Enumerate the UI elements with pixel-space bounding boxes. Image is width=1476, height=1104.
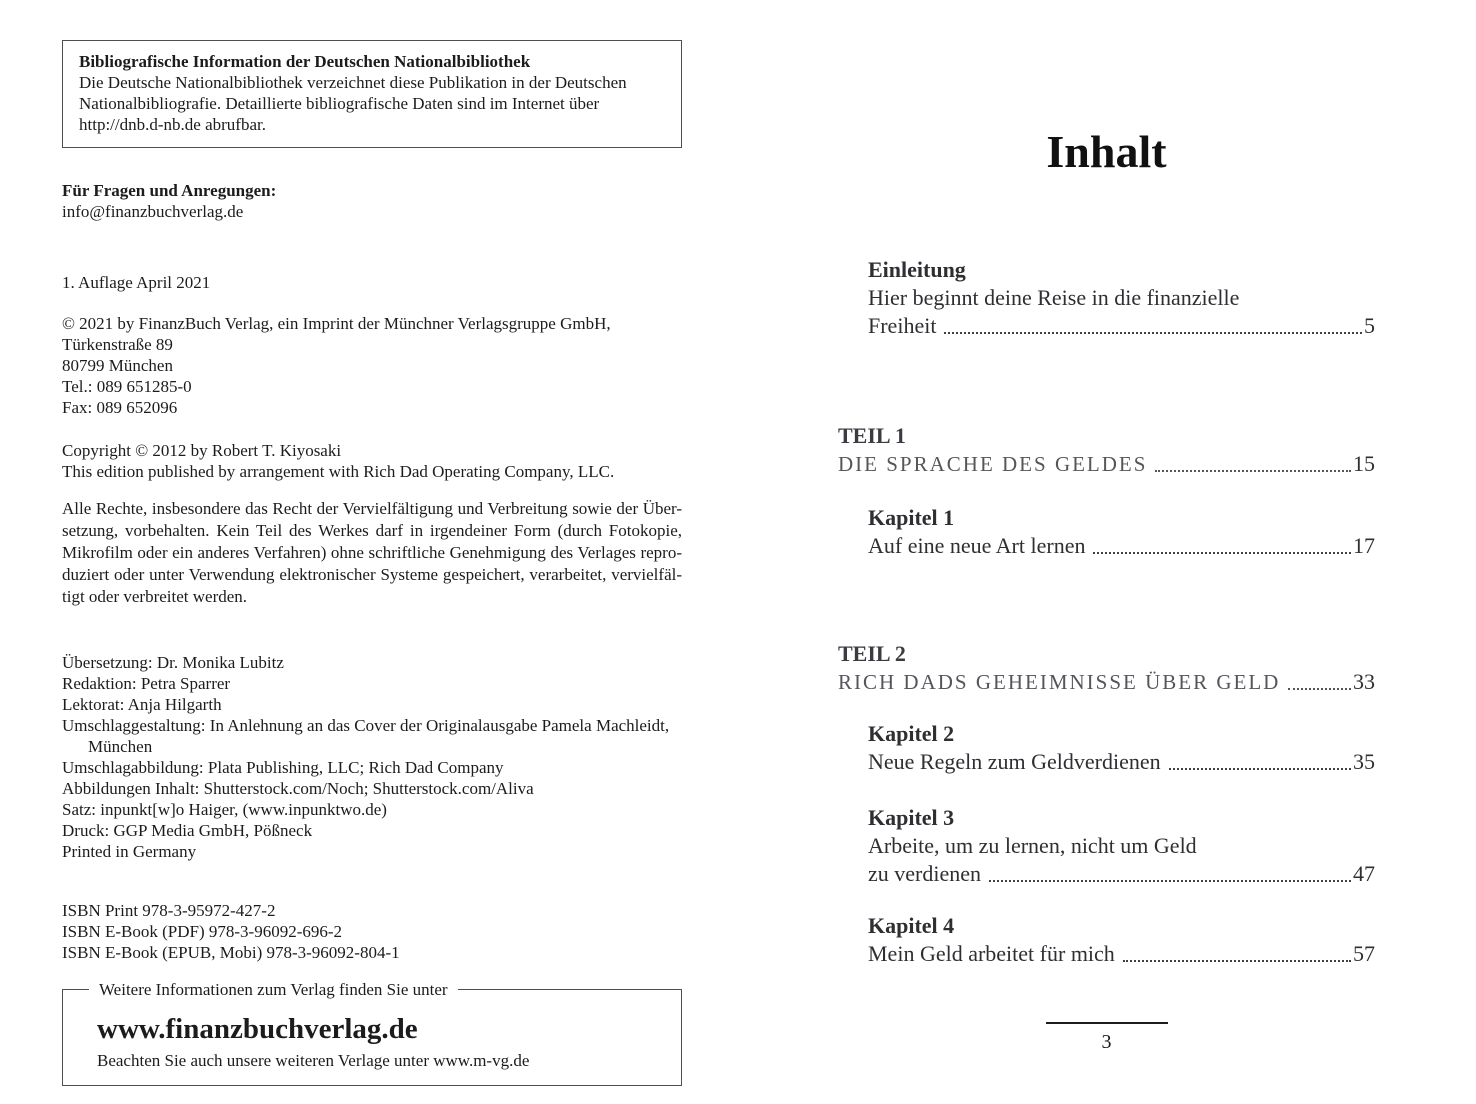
toc-page-number: 33 xyxy=(1353,669,1375,694)
credits-block xyxy=(62,652,682,862)
toc-entry-row xyxy=(838,668,1375,696)
toc-entry-heading: Kapitel 2 xyxy=(868,721,955,746)
folio-page-number: 3 xyxy=(1101,1031,1112,1053)
toc-entry-heading: Kapitel 4 xyxy=(868,913,955,938)
dot-leader xyxy=(944,332,1362,334)
copyright-line: Copyright © 2012 by Robert T. Kiyosaki xyxy=(62,441,342,460)
toc-entry-text: Mein Geld arbeitet für mich xyxy=(868,941,1115,966)
toc-entry-row xyxy=(868,860,1375,888)
toc-entry-einleitung xyxy=(838,256,1375,340)
isbn-pdf: ISBN E-Book (PDF) 978-3-96092-696-2 xyxy=(62,922,343,941)
credits-cover-image: Umschlagabbildung: Plata Publishing, LLC; Rich Dad Company xyxy=(62,758,504,777)
bibliographic-info-box xyxy=(62,40,682,148)
credits-cover-cont: München xyxy=(88,737,153,756)
toc-entry-text: RICH DADS GEHEIMNISSE ÜBER GELD xyxy=(838,670,1281,694)
publisher-fax: Fax: 089 652096 xyxy=(62,398,178,417)
publisher-city: 80799 München xyxy=(62,356,173,375)
publisher-phone: Tel.: 089 651285-0 xyxy=(62,377,192,396)
dot-leader xyxy=(1169,768,1351,770)
edition-line: 1. Auflage April 2021 xyxy=(62,273,211,292)
toc-entry-heading: Kapitel 3 xyxy=(868,805,955,830)
toc-entry-row xyxy=(868,312,1375,340)
toc-entry-teil-2 xyxy=(838,640,1375,696)
publisher-block xyxy=(62,313,682,418)
toc-page-number: 15 xyxy=(1353,451,1375,476)
isbn-epub: ISBN E-Book (EPUB, Mobi) 978-3-96092-804-1 xyxy=(62,943,400,962)
toc-entry-row xyxy=(838,450,1375,478)
toc-entry-kapitel-1 xyxy=(838,504,1375,560)
toc-entry-heading: TEIL 1 xyxy=(838,423,906,448)
toc-entry-text: Hier beginnt deine Reise in die finanzielle xyxy=(868,285,1240,310)
promo-legend: Weitere Informationen zum Verlag finden Sie unter xyxy=(89,979,458,1000)
toc-entry-text: DIE SPRACHE DES GELDES xyxy=(838,452,1148,476)
credits-lektorat: Lektorat: Anja Hilgarth xyxy=(62,695,222,714)
toc-entry-row xyxy=(868,532,1375,560)
toc-entry-text: Freiheit xyxy=(868,313,937,338)
rights-line: tigt oder verbreitet werden. xyxy=(62,587,248,606)
copyright-line: This edition published by arrangement with Rich Dad Operating Company, LLC. xyxy=(62,462,615,481)
toc-entry-heading: Einleitung xyxy=(868,257,966,282)
contact-heading: Für Fragen und Anregungen: xyxy=(62,181,277,200)
publisher-street: Türkenstraße 89 xyxy=(62,335,173,354)
toc-entry-heading: Kapitel 1 xyxy=(868,505,955,530)
promo-note: Beachten Sie auch unsere weiteren Verlage unter www.m-vg.de xyxy=(97,1051,530,1070)
dot-leader xyxy=(989,880,1351,882)
rights-line: duziert oder unter Verwendung elektronischer Systeme gespeichert, verarbeitet, vervielfäl- xyxy=(62,565,682,584)
dot-leader xyxy=(1123,960,1351,962)
toc-entry-kapitel-4 xyxy=(838,912,1375,968)
credits-illustrations: Abbildungen Inhalt: Shutterstock.com/Noch; Shutterstock.com/Aliva xyxy=(62,779,534,798)
toc-entry-row xyxy=(868,940,1375,968)
toc-entry-kapitel-2 xyxy=(838,720,1375,776)
dot-leader xyxy=(1288,688,1351,690)
rights-line: Mikrofilm oder ein anderes Verfahren) ohne schriftliche Genehmigung des Verlages repro- xyxy=(62,543,682,562)
copyright-block xyxy=(62,440,682,482)
rights-line: setzung, vorbehalten. Kein Teil des Werkes darf in irgendeiner Form (durch Fotokopie, xyxy=(62,521,682,540)
toc-entry-text: Auf eine neue Art lernen xyxy=(868,533,1086,558)
rights-line: Alle Rechte, insbesondere das Recht der Vervielfältigung und Verbreitung sowie der Über- xyxy=(62,499,682,518)
toc-entry-kapitel-3 xyxy=(838,804,1375,888)
table-of-contents-page xyxy=(838,0,1375,1053)
contact-block xyxy=(62,180,682,222)
dot-leader xyxy=(1093,552,1351,554)
toc-page-number: 35 xyxy=(1353,749,1375,774)
toc-entry-teil-1 xyxy=(838,422,1375,478)
credits-redaktion: Redaktion: Petra Sparrer xyxy=(62,674,231,693)
toc-entry-text: zu verdienen xyxy=(868,861,981,886)
credits-druck: Druck: GGP Media GmbH, Pößneck xyxy=(62,821,313,840)
publisher-line: © 2021 by FinanzBuch Verlag, ein Imprint der Münchner Verlagsgruppe GmbH, xyxy=(62,314,611,333)
page-title: Inhalt xyxy=(1046,126,1167,177)
isbn-print: ISBN Print 978-3-95972-427-2 xyxy=(62,901,276,920)
toc-entry-heading: TEIL 2 xyxy=(838,641,906,666)
isbn-block xyxy=(62,900,682,963)
toc-page-number: 5 xyxy=(1364,313,1375,338)
promo-url: www.finanzbuchverlag.de xyxy=(97,1013,418,1045)
credits-cover: Umschlaggestaltung: In Anlehnung an das Cover der Originalausgabe Pamela Machleidt, xyxy=(62,716,670,735)
toc-entry-text: Arbeite, um zu lernen, nicht um Geld xyxy=(868,833,1197,858)
publisher-promo-box xyxy=(62,980,682,1086)
bib-box-line: http://dnb.d-nb.de abrufbar. xyxy=(79,115,266,134)
credits-printed-in: Printed in Germany xyxy=(62,842,197,861)
contact-email: info@finanzbuchverlag.de xyxy=(62,202,244,221)
credits-satz: Satz: inpunkt[w]o Haiger, (www.inpunktwo.de) xyxy=(62,800,387,819)
toc-page-number: 17 xyxy=(1353,533,1375,558)
toc-entry-text: Neue Regeln zum Geldverdienen xyxy=(868,749,1161,774)
credits-translation: Übersetzung: Dr. Monika Lubitz xyxy=(62,653,284,672)
dot-leader xyxy=(1155,470,1351,472)
footer-rule xyxy=(1046,1022,1168,1024)
bib-box-title: Bibliografische Information der Deutschen Nationalbibliothek xyxy=(79,52,531,71)
toc-entry-row xyxy=(868,748,1375,776)
imprint-page xyxy=(62,0,682,1086)
bib-box-line: Nationalbibliografie. Detaillierte bibliografische Daten sind im Internet über xyxy=(79,94,600,113)
toc-page-number: 57 xyxy=(1353,941,1375,966)
bib-box-line: Die Deutsche Nationalbibliothek verzeichnet diese Publikation in der Deutschen xyxy=(79,73,627,92)
rights-paragraph xyxy=(62,498,682,608)
page-footer xyxy=(838,1022,1375,1054)
toc-page-number: 47 xyxy=(1353,861,1375,886)
